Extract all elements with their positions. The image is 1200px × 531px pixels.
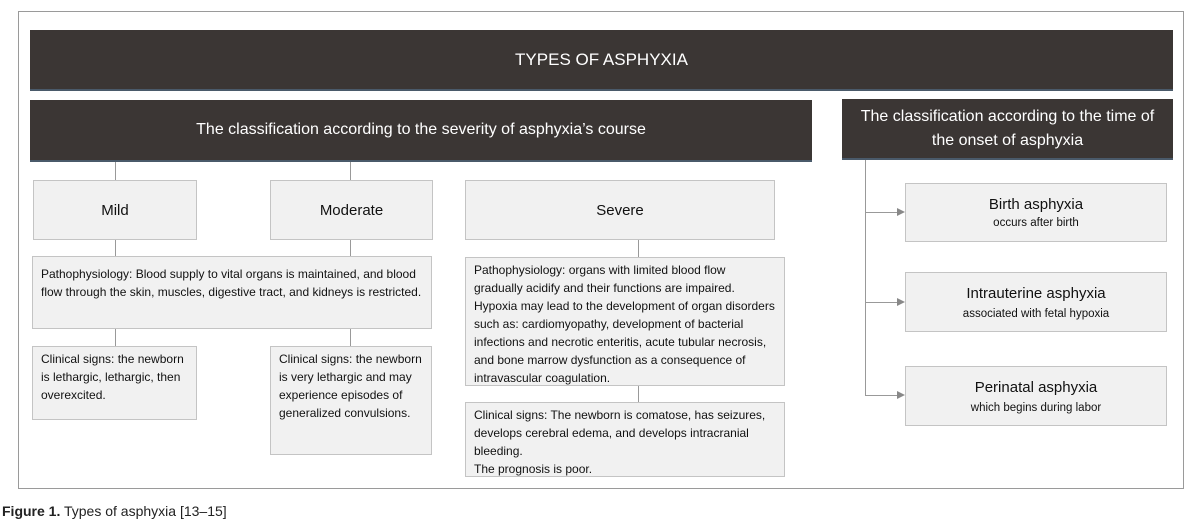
arrow-right-icon <box>897 391 905 399</box>
onset-title: Intrauterine asphyxia <box>966 284 1106 302</box>
connector <box>865 212 897 213</box>
clinical-text: Clinical signs: the newborn is very lethargic and may experience episodes of generalized convulsions. <box>279 352 422 420</box>
mild-clinical-box <box>32 346 197 420</box>
onset-header-text: The classification according to the time of the onset of asphyxia <box>860 107 1155 149</box>
pathophysiology-text: Pathophysiology: organs with limited blood flow gradually acidify and their functions are impaired. Hypoxia may lead to the development of organ disorders such as: cardiomyopathy, development of bacterial infections and necrotic enteritis, acute tubular necrosis, and bone marrow dysfunction as a consequence of intravascular coagulation. <box>474 263 775 385</box>
arrow-right-icon <box>897 298 905 306</box>
mild-box <box>33 180 197 240</box>
moderate-label: Moderate <box>319 201 384 219</box>
connector <box>350 329 351 346</box>
severe-label: Severe <box>596 201 644 219</box>
connector <box>865 302 897 303</box>
title: TYPES OF ASPHYXIA <box>515 49 688 69</box>
birth-asphyxia-box <box>905 183 1167 242</box>
connector <box>115 329 116 346</box>
caption-label: Figure 1. <box>2 503 61 519</box>
severe-box <box>465 180 775 240</box>
mild-moderate-pathophysiology-box <box>32 256 432 329</box>
connector <box>865 160 866 395</box>
arrow-right-icon <box>897 208 905 216</box>
caption-text: Types of asphyxia [13–15] <box>60 503 227 519</box>
moderate-box <box>270 180 433 240</box>
onset-title: Birth asphyxia <box>988 196 1084 213</box>
connector <box>865 395 897 396</box>
pathophysiology-text: Pathophysiology: Blood supply to vital organs is maintained, and blood flow through the skin, muscles, digestive tract, and kidneys is restricted. <box>41 267 422 299</box>
moderate-clinical-box <box>270 346 432 455</box>
clinical-text: Clinical signs: The newborn is comatose, has seizures, develops cerebral edema, and develops intracranial bleeding. <box>474 408 766 458</box>
onset-header <box>842 99 1173 160</box>
onset-desc: occurs after birth <box>993 217 1079 229</box>
connector <box>115 162 116 180</box>
mild-label: Mild <box>101 201 129 219</box>
onset-title: Perinatal asphyxia <box>974 378 1098 396</box>
figure-caption <box>2 503 227 519</box>
severe-clinical-box <box>465 402 785 477</box>
connector <box>350 240 351 256</box>
intrauterine-asphyxia-box <box>905 272 1167 332</box>
perinatal-asphyxia-box <box>905 366 1167 426</box>
clinical-text: Clinical signs: the newborn is lethargic, lethargic, then overexcited. <box>41 352 184 402</box>
title-bar <box>30 30 1173 91</box>
connector <box>350 162 351 180</box>
severity-header-text: The classification according to the severity of asphyxia’s course <box>196 121 646 138</box>
connector <box>638 240 639 257</box>
connector <box>638 386 639 402</box>
prognosis-text: The prognosis is poor. <box>474 462 593 476</box>
onset-desc: associated with fetal hypoxia <box>962 307 1110 320</box>
onset-desc: which begins during labor <box>970 401 1102 414</box>
connector <box>115 240 116 256</box>
severity-header <box>30 100 812 162</box>
severe-pathophysiology-box <box>465 257 785 386</box>
